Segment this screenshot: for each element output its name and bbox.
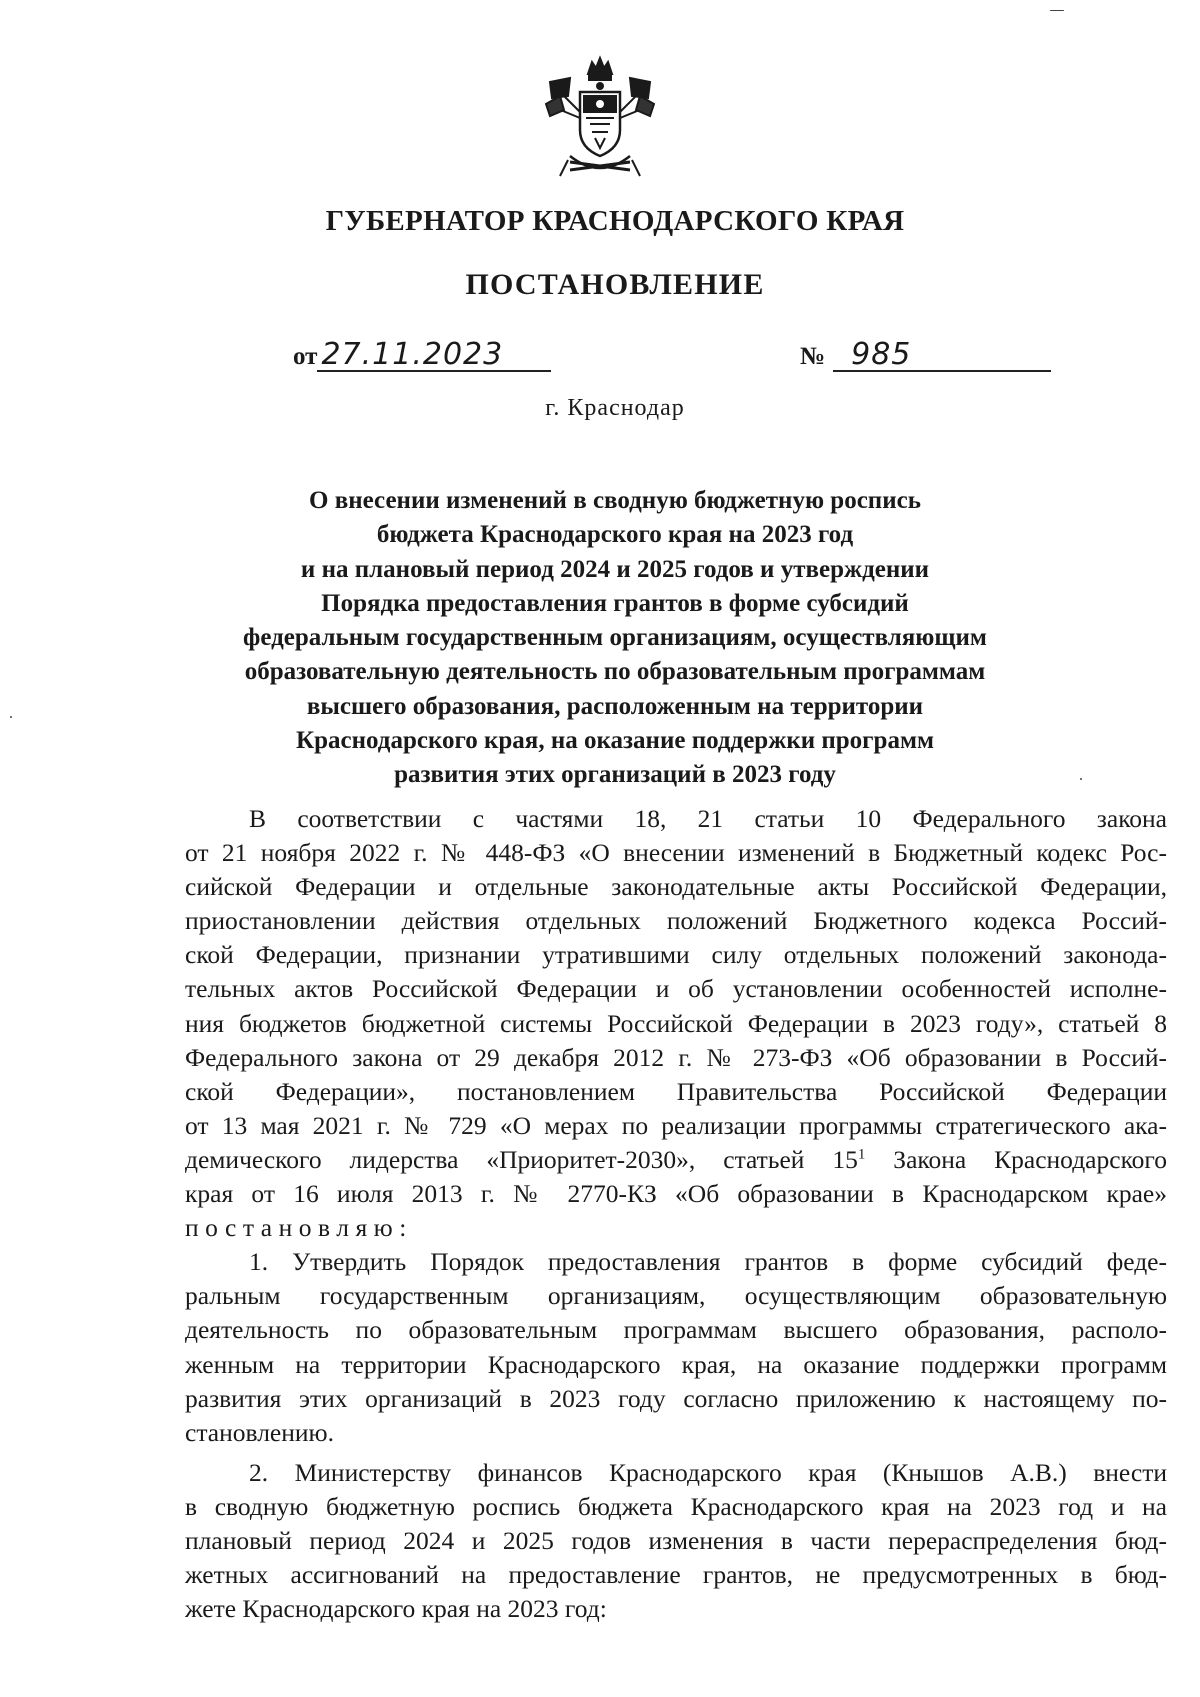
body-line: Федерального закона от 29 декабря 2012 г. № 273-ФЗ «Об образовании в Россий-: [185, 1042, 1167, 1072]
body-line: приостановлении действия отдельных положений Бюджетного кодекса Россий-: [185, 906, 1167, 936]
body-line: сийской Федерации и отдельные законодательные акты Российской Федерации,: [185, 872, 1167, 902]
body-line: в сводную бюджетную роспись бюджета Краснодарского края на 2023 год и на: [185, 1491, 1167, 1521]
title-line: Краснодарского края, на оказание поддержки программ: [295, 727, 934, 755]
scan-mark: [1080, 778, 1082, 780]
body-line: развития этих организаций в 2023 году согласно приложению к настоящему по-: [185, 1383, 1167, 1413]
title-line: высшего образования, расположенным на территории: [306, 692, 924, 720]
body-line: плановый период 2024 и 2025 годов изменения в части перераспределения бюд-: [185, 1525, 1167, 1555]
superscript: 1: [857, 1146, 866, 1163]
body-line: ской Федерации, признании утратившими силу отдельных положений законода-: [185, 940, 1167, 970]
title-line: образовательную деятельность по образовательным программам: [244, 658, 986, 686]
scan-mark: [10, 716, 12, 718]
body-line: тельных актов Российской Федерации и об установлении особенностей исполне-: [185, 974, 1167, 1004]
body-line: [185, 1143, 1167, 1177]
document-body: [185, 802, 1167, 1626]
city: г. Краснодар: [545, 395, 685, 421]
body-line: В соответствии с частями 18, 21 статьи 10 Федерального закона: [249, 804, 1167, 833]
body-line: ральным государственным организациям, осуществляющим образовательную: [185, 1281, 1167, 1311]
body-line: жетных ассигнований на предоставление грантов, не предусмотренных в бюд-: [185, 1560, 1167, 1590]
body-line-part: демического лидерства «Приоритет-2030», статьей 15: [185, 1144, 858, 1174]
date-line: [293, 337, 551, 372]
body-line-part: Закона Краснодарского: [865, 1144, 1167, 1174]
body-line: деятельность по образовательным программам высшего образования, располо-: [185, 1315, 1167, 1345]
document-date: 27.11.2023: [317, 340, 551, 372]
body-line: 1. Утвердить Порядок предоставления грантов в форме субсидий феде-: [249, 1247, 1167, 1277]
body-line: ской Федерации», постановлением Правительства Российской Федерации: [185, 1076, 1167, 1106]
scan-mark: [1050, 10, 1064, 11]
body-line: края от 16 июля 2013 г. № 2770-КЗ «Об образовании в Краснодарском крае»: [185, 1179, 1167, 1209]
number-line: [800, 337, 1051, 372]
title-line: О внесении изменений в сводную бюджетную роспись: [309, 487, 921, 514]
preamble-paragraph: [185, 802, 1167, 1245]
document-number: 985: [833, 340, 1051, 372]
body-line: 2. Министерству финансов Краснодарского края (Кнышов А.В.) внести: [249, 1457, 1167, 1487]
item-2-paragraph: [185, 1456, 1167, 1626]
title-line: развития этих организаций в 2023 году: [394, 761, 836, 789]
number-prefix: №: [800, 343, 826, 370]
title-line: федеральным государственным организациям, осуществляющим: [243, 624, 987, 652]
title-line: и на плановый период 2024 и 2025 годов и утверждении: [300, 555, 930, 583]
title-line: Порядка предоставления грантов в форме субсидий: [321, 589, 909, 617]
body-line: ния бюджетов бюджетной системы Российской Федерации в 2023 году», статьей 8: [185, 1008, 1167, 1038]
body-line: от 13 мая 2021 г. № 729 «О мерах по реализации программы стратегического ака-: [185, 1110, 1167, 1140]
document-type: ПОСТАНОВЛЕНИЕ: [465, 268, 765, 301]
body-line: женным на территории Краснодарского края, на оказание поддержки программ: [185, 1349, 1167, 1379]
body-line: от 21 ноября 2022 г. № 448-ФЗ «О внесении изменений в Бюджетный кодекс Рос-: [185, 838, 1167, 868]
title-line: бюджета Краснодарского края на 2023 год: [376, 521, 854, 549]
item-1-paragraph: [185, 1245, 1167, 1450]
document-title: [150, 484, 1080, 793]
issuing-authority: ГУБЕРНАТОР КРАСНОДАРСКОГО КРАЯ: [325, 205, 905, 237]
decree-word: постановляю:: [185, 1213, 413, 1243]
coat-of-arms-emblem: [540, 52, 660, 184]
body-line: жете Краснодарского края на 2023 год:: [185, 1594, 607, 1624]
body-line: становлению.: [185, 1417, 334, 1447]
date-prefix: от: [293, 343, 318, 370]
